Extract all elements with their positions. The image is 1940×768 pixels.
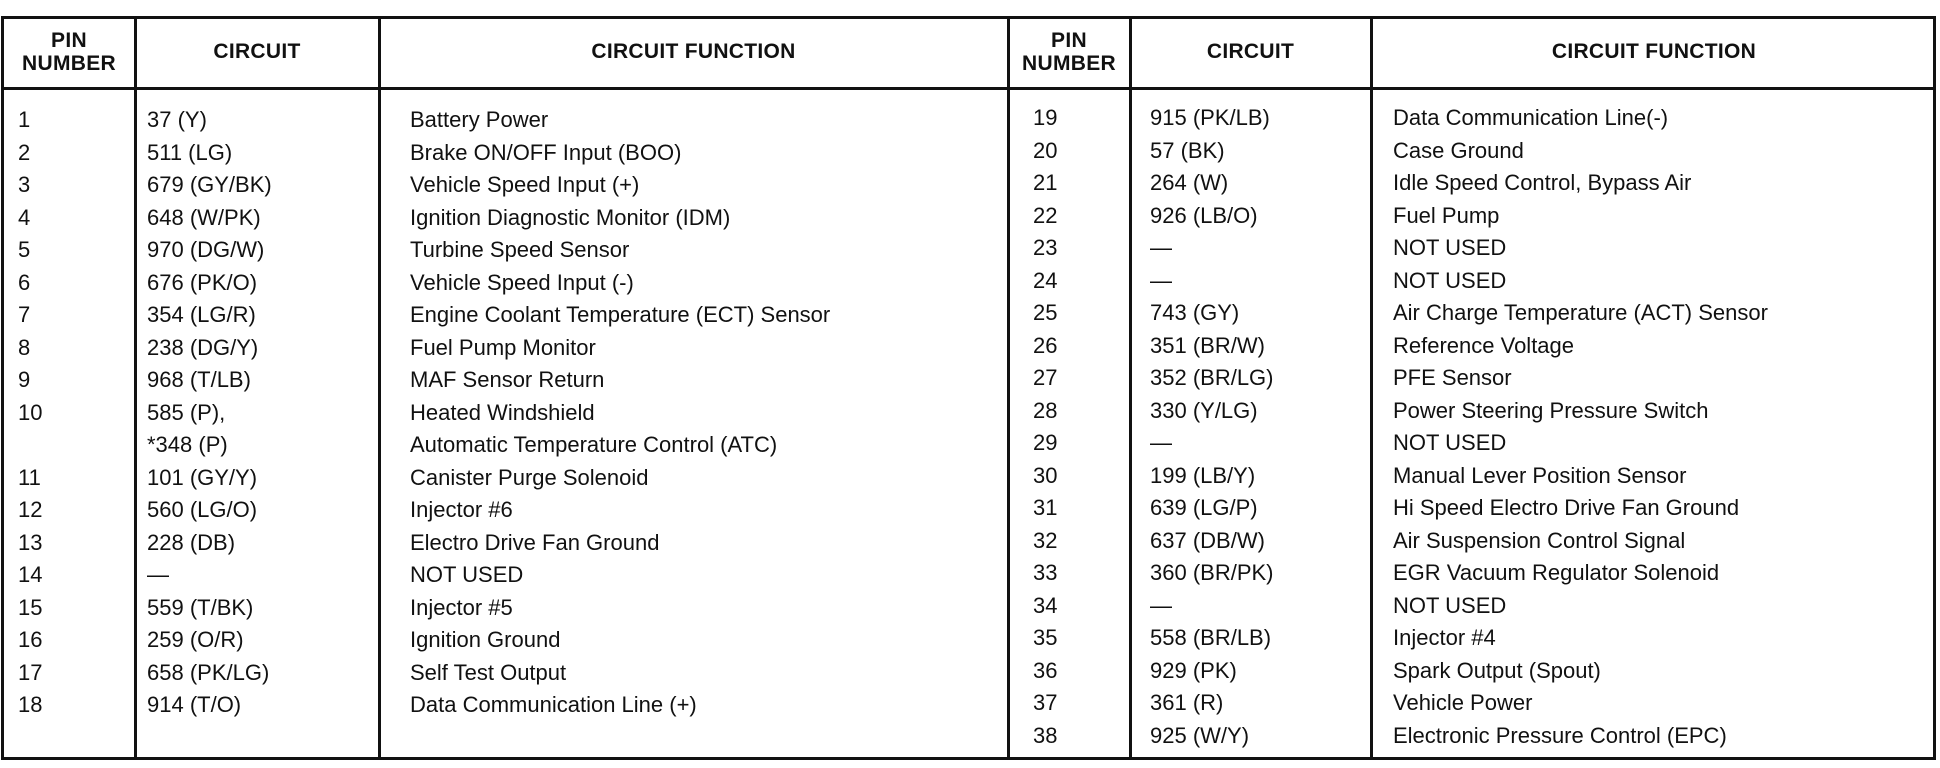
- circuit-function-cell: Reference Voltage: [1393, 332, 1575, 358]
- circuit-function-cell: Brake ON/OFF Input (BOO): [410, 139, 682, 165]
- circuit-function-cell: NOT USED: [410, 562, 524, 587]
- circuit-function-cell: Case Ground: [1393, 137, 1524, 163]
- pin-number-cell: 2: [18, 139, 31, 165]
- pin-number-cell: 4: [18, 204, 31, 230]
- circuit-cell: 264 (W): [1150, 170, 1229, 195]
- pin-number-cell: 38: [1033, 722, 1058, 748]
- circuit-cell: 560 (LG/O): [147, 497, 258, 522]
- circuit-function-cell: EGR Vacuum Regulator Solenoid: [1393, 560, 1720, 585]
- circuit-function-cell: Injector #5: [410, 594, 513, 620]
- circuit-cell: 199 (LB/Y): [1150, 462, 1256, 488]
- circuit-function-cell: Ignition Diagnostic Monitor (IDM): [410, 204, 731, 230]
- circuit-cell: 330 (Y/LG): [1150, 397, 1258, 423]
- circuit-function-cell: Engine Coolant Temperature (ECT) Sensor: [410, 302, 831, 327]
- circuit-cell: 658 (PK/LG): [147, 659, 270, 685]
- circuit-function-cell: NOT USED: [1393, 430, 1507, 455]
- circuit-cell: 915 (PK/LB): [1150, 105, 1270, 130]
- circuit-cell: 639 (LG/P): [1150, 495, 1258, 520]
- circuit-function-cell: Air Charge Temperature (ACT) Sensor: [1393, 300, 1768, 325]
- pin-number-cell: 8: [18, 334, 31, 360]
- circuit-cell: 968 (T/LB): [147, 367, 251, 392]
- circuit-cell: 361 (R): [1150, 690, 1224, 715]
- circuit-function-cell: Power Steering Pressure Switch: [1393, 397, 1709, 423]
- right-circuit-column: [1150, 102, 1274, 752]
- circuit-function-cell: Canister Purge Solenoid: [410, 464, 649, 490]
- header-pin-line1: PIN: [51, 28, 87, 52]
- right-pin-column: [1033, 102, 1057, 752]
- circuit-function-cell: MAF Sensor Return: [410, 367, 605, 392]
- circuit-cell: 585 (P),: [147, 399, 226, 425]
- circuit-cell: 238 (DG/Y): [147, 334, 259, 360]
- circuit-function-cell: Fuel Pump Monitor: [410, 334, 596, 360]
- pin-number-cell: 21: [1033, 170, 1058, 195]
- circuit-cell: 354 (LG/R): [147, 302, 256, 327]
- circuit-cell: 637 (DB/W): [1150, 527, 1265, 553]
- circuit-cell: 228 (DB): [147, 529, 236, 555]
- pin-number-cell: 28: [1033, 397, 1058, 423]
- header-circuit-function-right: CIRCUIT FUNCTION: [1551, 40, 1757, 63]
- circuit-cell: —: [147, 562, 169, 587]
- circuit-cell: 929 (PK): [1150, 657, 1237, 683]
- pin-number-cell: 29: [1033, 430, 1058, 455]
- circuit-function-cell: Heated Windshield: [410, 399, 595, 425]
- circuit-function-cell: NOT USED: [1393, 235, 1507, 260]
- pin-number-cell: 33: [1033, 560, 1058, 585]
- pin-number-cell: 27: [1033, 365, 1058, 390]
- circuit-function-cell: Automatic Temperature Control (ATC): [410, 432, 778, 457]
- circuit-function-cell: Vehicle Speed Input (+): [410, 172, 640, 197]
- column-divider: [378, 16, 381, 760]
- circuit-function-cell: Electronic Pressure Control (EPC): [1393, 722, 1727, 748]
- pin-number-cell: 23: [1033, 235, 1058, 260]
- circuit-function-cell: Self Test Output: [410, 659, 567, 685]
- pin-number-cell: 13: [18, 529, 43, 555]
- pin-number-cell: 5: [18, 237, 31, 262]
- pin-number-cell: 37: [1033, 690, 1058, 715]
- pin-number-cell: 6: [18, 269, 31, 295]
- header-pin-line2: NUMBER: [22, 51, 116, 75]
- pin-number-cell: 26: [1033, 332, 1058, 358]
- pin-number-cell: 31: [1033, 495, 1058, 520]
- pin-number-cell: 20: [1033, 137, 1058, 163]
- header-circuit-left: CIRCUIT: [213, 40, 301, 63]
- circuit-function-cell: Data Communication Line (+): [410, 692, 697, 717]
- circuit-function-cell: Ignition Ground: [410, 627, 561, 652]
- pin-number-cell: [18, 429, 42, 462]
- circuit-cell: 37 (Y): [147, 107, 207, 132]
- left-function-column: [410, 104, 830, 722]
- column-divider: [1129, 16, 1132, 760]
- column-divider: [1370, 16, 1373, 760]
- header-pin-line2: NUMBER: [1022, 51, 1116, 75]
- column-divider: [1007, 16, 1010, 760]
- circuit-cell: 679 (GY/BK): [147, 172, 272, 197]
- left-pin-column: [18, 104, 42, 722]
- pin-number-cell: 14: [18, 562, 43, 587]
- pin-number-cell: 17: [18, 659, 43, 685]
- circuit-cell: *348 (P): [147, 432, 228, 457]
- pin-number-cell: 19: [1033, 105, 1058, 130]
- pin-number-cell: 32: [1033, 527, 1058, 553]
- pin-number-cell: 16: [18, 627, 43, 652]
- circuit-function-cell: Air Suspension Control Signal: [1393, 527, 1686, 553]
- circuit-cell: 925 (W/Y): [1150, 722, 1250, 748]
- circuit-cell: —: [1150, 267, 1172, 293]
- circuit-cell: 926 (LB/O): [1150, 202, 1258, 228]
- circuit-cell: 648 (W/PK): [147, 204, 261, 230]
- circuit-cell: —: [1150, 235, 1172, 260]
- pin-number-cell: 24: [1033, 267, 1058, 293]
- header-divider: [1, 87, 1936, 90]
- circuit-function-cell: Injector #6: [410, 497, 513, 522]
- circuit-cell: 743 (GY): [1150, 300, 1240, 325]
- circuit-function-cell: Vehicle Speed Input (-): [410, 269, 634, 295]
- circuit-function-cell: PFE Sensor: [1393, 365, 1512, 390]
- circuit-cell: —: [1150, 592, 1172, 618]
- circuit-cell: 970 (DG/W): [147, 237, 265, 262]
- pin-number-cell: 12: [18, 497, 43, 522]
- header-pin-line1: PIN: [1051, 28, 1087, 52]
- circuit-function-cell: Battery Power: [410, 107, 549, 132]
- circuit-function-cell: Manual Lever Position Sensor: [1393, 462, 1687, 488]
- circuit-function-cell: Idle Speed Control, Bypass Air: [1393, 170, 1692, 195]
- circuit-function-cell: Spark Output (Spout): [1393, 657, 1601, 683]
- header-circuit-right: CIRCUIT: [1206, 40, 1295, 63]
- circuit-function-cell: NOT USED: [1393, 267, 1507, 293]
- circuit-function-cell: NOT USED: [1393, 592, 1507, 618]
- circuit-function-cell: Electro Drive Fan Ground: [410, 529, 660, 555]
- pin-number-cell: 35: [1033, 625, 1058, 650]
- circuit-function-cell: Data Communication Line(-): [1393, 105, 1669, 130]
- circuit-cell: 57 (BK): [1150, 137, 1225, 163]
- circuit-function-cell: Hi Speed Electro Drive Fan Ground: [1393, 495, 1740, 520]
- pin-number-cell: 25: [1033, 300, 1058, 325]
- pin-number-cell: 3: [18, 172, 31, 197]
- circuit-cell: 360 (BR/PK): [1150, 560, 1274, 585]
- circuit-function-cell: Injector #4: [1393, 625, 1496, 650]
- circuit-cell: 511 (LG): [147, 139, 233, 165]
- header-pin-number-right: [1009, 16, 1129, 87]
- pin-number-cell: 9: [18, 367, 31, 392]
- pin-number-cell: 34: [1033, 592, 1058, 618]
- right-function-column: [1393, 102, 1768, 752]
- circuit-cell: —: [1150, 430, 1172, 455]
- pin-number-cell: 15: [18, 594, 43, 620]
- pin-number-cell: 30: [1033, 462, 1058, 488]
- pin-number-cell: 36: [1033, 657, 1058, 683]
- circuit-function-cell: Vehicle Power: [1393, 690, 1533, 715]
- pin-number-cell: 18: [18, 692, 43, 717]
- pin-number-cell: 1: [18, 107, 31, 132]
- header-circuit-function-left: CIRCUIT FUNCTION: [591, 40, 796, 63]
- pin-number-cell: 10: [18, 399, 43, 425]
- pin-number-cell: 11: [18, 464, 41, 490]
- pin-number-cell: 22: [1033, 202, 1058, 228]
- circuit-cell: 351 (BR/W): [1150, 332, 1265, 358]
- left-circuit-column: [147, 104, 272, 722]
- circuit-cell: 914 (T/O): [147, 692, 242, 717]
- circuit-function-cell: Fuel Pump: [1393, 202, 1500, 228]
- header-pin-number-left: [4, 16, 134, 87]
- circuit-cell: 101 (GY/Y): [147, 464, 258, 490]
- circuit-cell: 558 (BR/LB): [1150, 625, 1272, 650]
- circuit-cell: 259 (O/R): [147, 627, 244, 652]
- pin-number-cell: 7: [18, 302, 31, 327]
- circuit-function-cell: Turbine Speed Sensor: [410, 237, 630, 262]
- circuit-cell: 559 (T/BK): [147, 594, 254, 620]
- column-divider: [134, 16, 137, 760]
- circuit-cell: 676 (PK/O): [147, 269, 258, 295]
- circuit-cell: 352 (BR/LG): [1150, 365, 1274, 390]
